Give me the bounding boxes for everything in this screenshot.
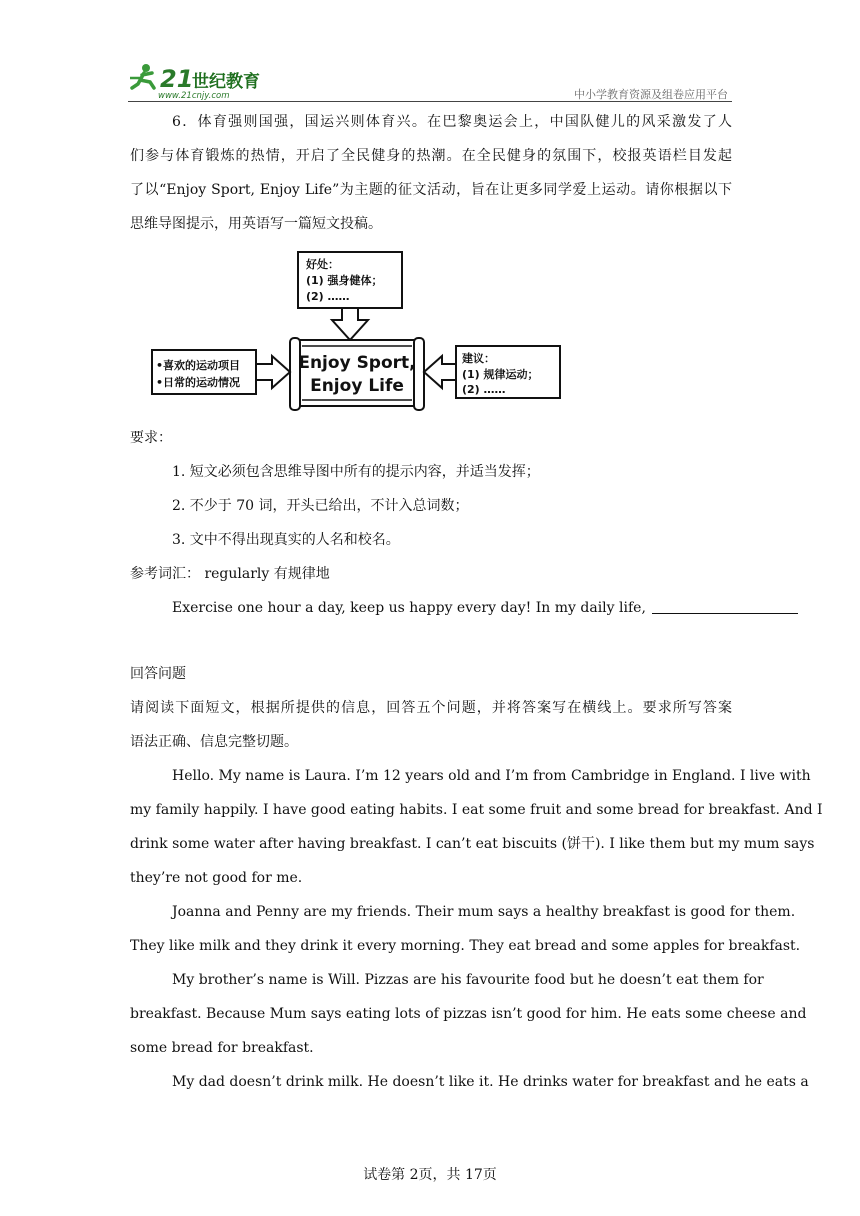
running-figure-icon <box>130 64 154 88</box>
page-header <box>128 58 732 104</box>
passage-line: drink some water after having breakfast. I can’t eat biscuits (饼干). I like them but my mum says <box>130 836 815 852</box>
mindmap-left-item: •喜欢的运动项目 <box>156 359 241 372</box>
logo-number: 21 <box>160 65 194 93</box>
passage-line: My brother’s name is Will. Pizzas are his favourite food but he doesn’t eat them for <box>172 972 764 988</box>
requirement-item: 1. 短文必须包含思维导图中所有的提示内容，并适当发挥； <box>172 464 540 480</box>
mindmap-right-item: (1) 规律运动； <box>462 368 539 381</box>
instruction-line: 语法正确、信息完整切题。 <box>130 734 298 750</box>
question-line: 了以“Enjoy Sport, Enjoy Life”为主题的征文活动，旨在让更多同学爱上运动。请你根据以下 <box>130 182 732 198</box>
requirement-item: 3. 文中不得出现真实的人名和校名。 <box>172 532 400 548</box>
right-arrow-icon <box>256 356 290 388</box>
passage-line: They like milk and they drink it every morning. They eat bread and some apples for breakfast. <box>130 938 801 954</box>
section-title: 回答问题 <box>130 666 186 682</box>
mind-map <box>150 248 564 416</box>
mindmap-top-title: 好处： <box>306 258 339 271</box>
left-arrow-icon <box>424 356 456 388</box>
mindmap-right-title: 建议： <box>462 352 495 365</box>
mindmap-center-title: Enjoy Sport, <box>298 353 416 373</box>
essay-opening <box>172 598 732 618</box>
mindmap-right-item: (2) …… <box>462 383 506 396</box>
vocabulary-hint: 参考词汇： regularly 有规律地 <box>130 566 330 582</box>
question-line: 们参与体育锻炼的热情，开启了全民健身的热潮。在全民健身的氛围下，校报英语栏目发起 <box>130 148 732 164</box>
question-line: 6．体育强则国强，国运兴则体育兴。在巴黎奥运会上，中国队健儿的风采激发了人 <box>172 114 732 130</box>
passage-line: Joanna and Penny are my friends. Their mum says a healthy breakfast is good for them. <box>172 904 796 920</box>
passage-line: Hello. My name is Laura. I’m 12 years old and I’m from Cambridge in England. I live with <box>172 768 811 784</box>
mindmap-top-item: (2) …… <box>306 290 350 303</box>
passage-line: breakfast. Because Mum says eating lots of pizzas isn’t good for him. He eats some cheese and <box>130 1006 807 1022</box>
passage-line: some bread for breakfast. <box>130 1040 314 1056</box>
question-line: 思维导图提示，用英语写一篇短文投稿。 <box>130 216 382 232</box>
mindmap-top-item: (1) 强身健体； <box>306 274 383 287</box>
passage-line: my family happily. I have good eating habits. I eat some fruit and some bread for breakfast. And I <box>130 802 823 818</box>
mindmap-center-title: Enjoy Life <box>310 376 404 396</box>
platform-name: 中小学教育资源及组卷应用平台 <box>574 88 728 101</box>
logo-url: www.21cnjy.com <box>158 91 230 100</box>
instruction-line: 请阅读下面短文，根据所提供的信息，回答五个问题，并将答案写在横线上。要求所写答案 <box>130 700 732 716</box>
down-arrow-icon <box>332 308 368 340</box>
logo-text: 世纪教育 <box>192 72 260 92</box>
logo <box>128 58 278 100</box>
passage-line: My dad doesn’t drink milk. He doesn’t like it. He drinks water for breakfast and he eats a <box>172 1074 809 1090</box>
answer-blank[interactable] <box>652 599 798 614</box>
mindmap-left-item: •日常的运动情况 <box>156 376 241 389</box>
requirements-label: 要求： <box>130 430 172 446</box>
requirement-item: 2. 不少于 70 词，开头已给出，不计入总词数； <box>172 498 469 514</box>
scroll-icon <box>290 338 424 410</box>
passage-line: they’re not good for me. <box>130 870 303 886</box>
essay-opening-text: Exercise one hour a day, keep us happy every day! In my daily life, <box>172 600 646 616</box>
page-number: 试卷第 2页，共 17页 <box>363 1167 497 1183</box>
